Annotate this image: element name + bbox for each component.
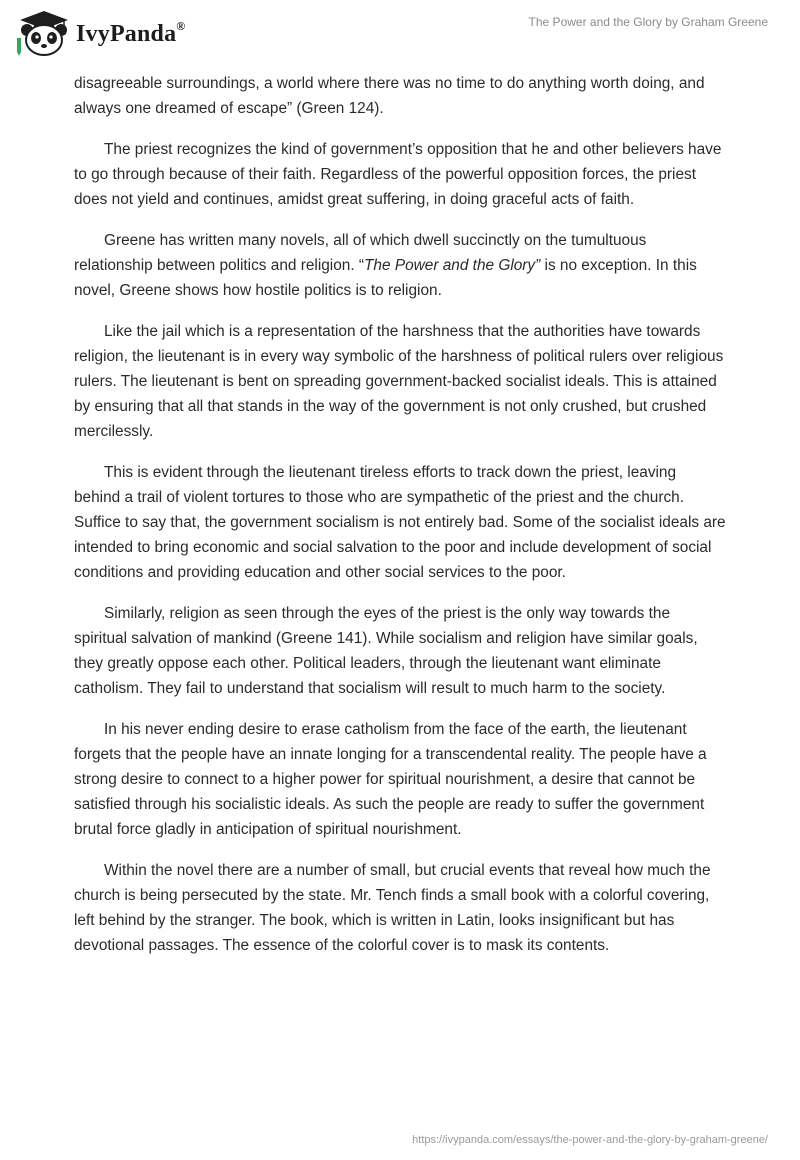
brand-name-text: IvyPanda xyxy=(76,21,177,47)
paragraph: This is evident through the lieutenant tireless efforts to track down the priest, leaving behind a trail of violent tortures to those who are sympathetic of the priest and the church. Suffice to say that, the government socialism is not entirely bad. Some of the socialist ideals are intended to bring economic and social salvation to the poor and include development of social conditions and providing education and other social services to the poor. xyxy=(74,464,726,581)
panda-logo-icon[interactable] xyxy=(14,8,74,58)
paragraph: Within the novel there are a number of small, but crucial events that reveal how much the church is being persecuted by the state. Mr. Tench finds a small book with a colorful covering, left behind by the stranger. The book, which is written in Latin, looks insignificant but has devotional passages. The essence of the colorful cover is to mask its contents. xyxy=(74,862,711,954)
document-title: The Power and the Glory by Graham Greene xyxy=(528,15,768,29)
paragraph: Like the jail which is a representation of the harshness that the authorities have towards religion, the lieutenant is in every way symbolic of the harshness of political rulers over religious rulers. The lieutenant is bent on spreading government-backed socialist ideals. This is attained by ensuring that all that stands in the way of the government is not only crushed, but crushed mercilessly. xyxy=(74,323,724,440)
paragraph-text: Greene has written many novels, all of which dwell succinctly on the tumultuous relationship between politics and religion. “ xyxy=(74,232,647,274)
novel-title-italic: The Power and the Glory” xyxy=(364,257,541,274)
paragraph: disagreeable surroundings, a world where there was no time to do anything worth doing, and always one dreamed of escape” (Green 124). xyxy=(74,75,705,117)
paragraph-text: is no exception. In this novel, Greene shows how hostile politics is to religion. xyxy=(74,257,697,299)
paragraph: The priest recognizes the kind of government’s opposition that he and other believers have to go through because of their faith. Regardless of the powerful opposition forces, the priest does not yield and continues, amidst great suffering, in doing graceful acts of faith. xyxy=(74,141,722,208)
paragraph: In his never ending desire to erase catholism from the face of the earth, the lieutenant forgets that the people have an innate longing for a transcendental reality. The people have a strong desire to connect to a higher power for spiritual nourishment, a desire that cannot be satisfied through his socialistic ideals. As such the people are ready to suffer the government brutal force gladly in anticipation of spiritual nourishment. xyxy=(74,721,707,838)
page-header xyxy=(0,0,800,70)
paragraph: Similarly, religion as seen through the eyes of the priest is the only way towards the spiritual salvation of mankind (Greene 141). While socialism and religion have similar goals, they greatly oppose each other. Political leaders, through the lieutenant want eliminate catholism. They fail to understand that socialism will result to much harm to the society. xyxy=(74,605,698,697)
essay-body xyxy=(74,71,726,974)
source-url[interactable]: https://ivypanda.com/essays/the-power-and-the-glory-by-graham-greene/ xyxy=(412,1134,768,1146)
registered-mark: ® xyxy=(176,19,186,33)
brand-name[interactable] xyxy=(76,21,185,48)
paragraph xyxy=(74,228,726,303)
